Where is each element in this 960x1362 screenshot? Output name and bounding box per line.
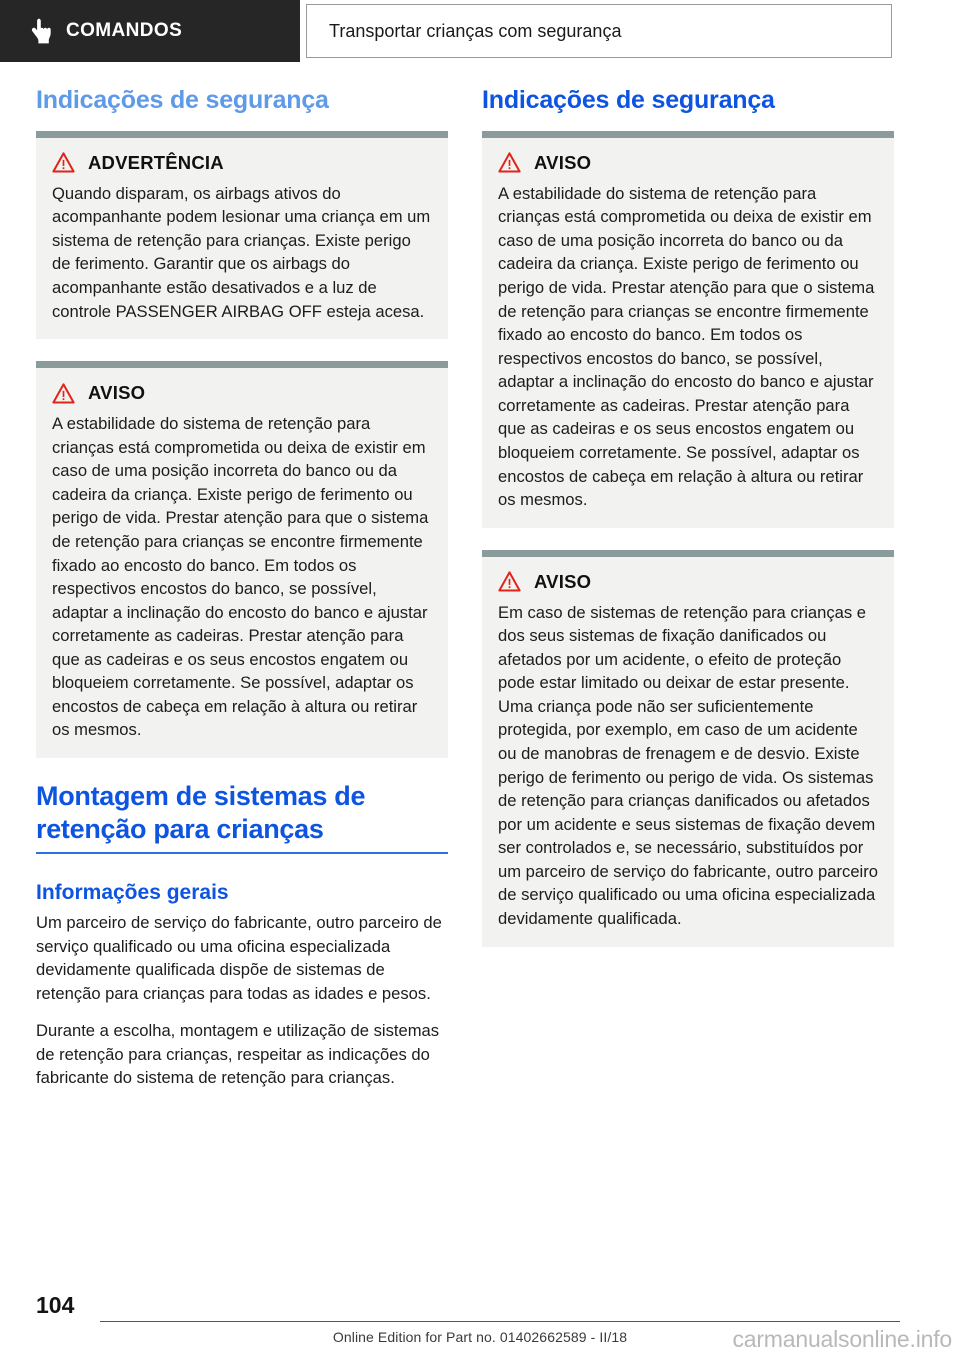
- warning-triangle-icon: [52, 383, 75, 404]
- header-topic-tab[interactable]: [306, 4, 892, 58]
- body-paragraph: Durante a escolha, montagem e utilização de sistemas de retenção para crianças, respeitar as indicações do fabricante do sistema de retenção para crianças.: [36, 1021, 440, 1088]
- header-section-tab[interactable]: [0, 0, 300, 62]
- warning-triangle-icon: [498, 571, 521, 592]
- notice-body: Em caso de sistemas de retenção para crianças e dos seus sistemas de fixação danificados ou afetados por um acidente, o efeito de proteção pode estar limitado ou deixar de estar presente. Uma criança pode não ser suficientemente protegida, por exemplo, em caso de um acidente ou de manobras de frenagem e de desvio. Existe perigo de ferimento ou perigo de vida. Os sistemas de retenção para crianças danificados ou afetados por um acidente e seus sistemas de fixação devem ser controlados e, se necessário, substituídos por um parceiro de serviço do fabricante, outro parceiro de serviço qualificado ou uma oficina especializada devidamente qualificada.: [498, 602, 879, 928]
- notice-aviso: [482, 550, 894, 947]
- notice-aviso: [36, 361, 448, 758]
- chapter-title: Montagem de sistemas de retenção para crianças: [36, 780, 448, 854]
- notice-title: AVISO: [534, 570, 592, 592]
- notice-header: [498, 571, 878, 593]
- site-watermark: carmanualsonline.info: [732, 1326, 952, 1352]
- header-topic-label: Transportar crianças com segurança: [329, 20, 622, 41]
- header-section-label: COMANDOS: [66, 20, 183, 41]
- warning-triangle-icon: [498, 152, 521, 173]
- notice-title: ADVERTÊNCIA: [88, 151, 224, 173]
- pointing-hand-icon: [30, 18, 52, 44]
- warning-triangle-icon: [52, 152, 75, 173]
- notice-header: [498, 152, 878, 174]
- page-header: [0, 0, 960, 62]
- notice-body: A estabilidade do sistema de retenção para crianças está comprometida ou deixa de existir em caso de uma posição incorreta do banco ou da cadeira da criança. Existe perigo de ferimento ou perigo de vida. Prestar atenção para que o sistema de retenção para crianças se encontre firmemente fixado ao encosto do banco. Em todos os respectivos encostos do banco, se possível, adaptar a inclinação do encosto do banco e ajustar corretamente as cadeiras. Prestar atenção para que as cadeiras e os seus encostos engatem ou bloqueiem corretamente. Se possível, adaptar os encostos de cabeça em relação à altura ou retirar os mesmos.: [52, 414, 429, 740]
- subsection-title: Informações gerais: [36, 880, 229, 904]
- left-column: [36, 86, 448, 1104]
- notice-body: A estabilidade do sistema de retenção para crianças está comprometida ou deixa de existir em caso de uma posição incorreta do banco ou da cadeira da criança. Existe perigo de ferimento ou perigo de vida. Prestar atenção para que o sistema de retenção para crianças se encontre firmemente fixado ao encosto do banco. Em todos os respectivos encostos do banco, se possível, adaptar a inclinação do encosto do banco e ajustar corretamente as cadeiras. Prestar atenção para que as cadeiras e os seus encostos engatem ou bloqueiem corretamente. Se possível, adaptar os encostos de cabeça em relação à altura ou retirar os mesmos.: [498, 183, 875, 510]
- notice-header: [52, 152, 432, 174]
- body-paragraph: Um parceiro de serviço do fabricante, outro parceiro de serviço qualificado ou uma oficina especializada devidamente qualificada dispõe de sistemas de retenção para crianças para todas as idades e pesos.: [36, 913, 442, 1003]
- page-number: 104: [36, 1292, 75, 1318]
- notice-header: [52, 382, 432, 404]
- page-footer: [0, 1282, 960, 1362]
- footer-edition-text: Online Edition for Part no. 01402662589 - II/18: [332, 1329, 628, 1345]
- notice-title: AVISO: [534, 151, 592, 173]
- notice-title: AVISO: [88, 382, 146, 404]
- right-section-title: Indicações de segurança: [482, 86, 775, 114]
- right-column: [482, 86, 894, 969]
- notice-advertencia: [36, 131, 448, 339]
- footer-divider: [100, 1321, 900, 1322]
- left-section-title: Indicações de segurança: [36, 86, 329, 114]
- notice-aviso: [482, 131, 894, 528]
- notice-body: Quando disparam, os airbags ativos do acompanhante podem lesionar uma criança em um sistema de retenção para crianças. Existe perigo de ferimento. Garantir que os airbags do acompanhante estão desativados e a luz de controle PASSENGER AIRBAG OFF esteja acesa.: [52, 183, 431, 321]
